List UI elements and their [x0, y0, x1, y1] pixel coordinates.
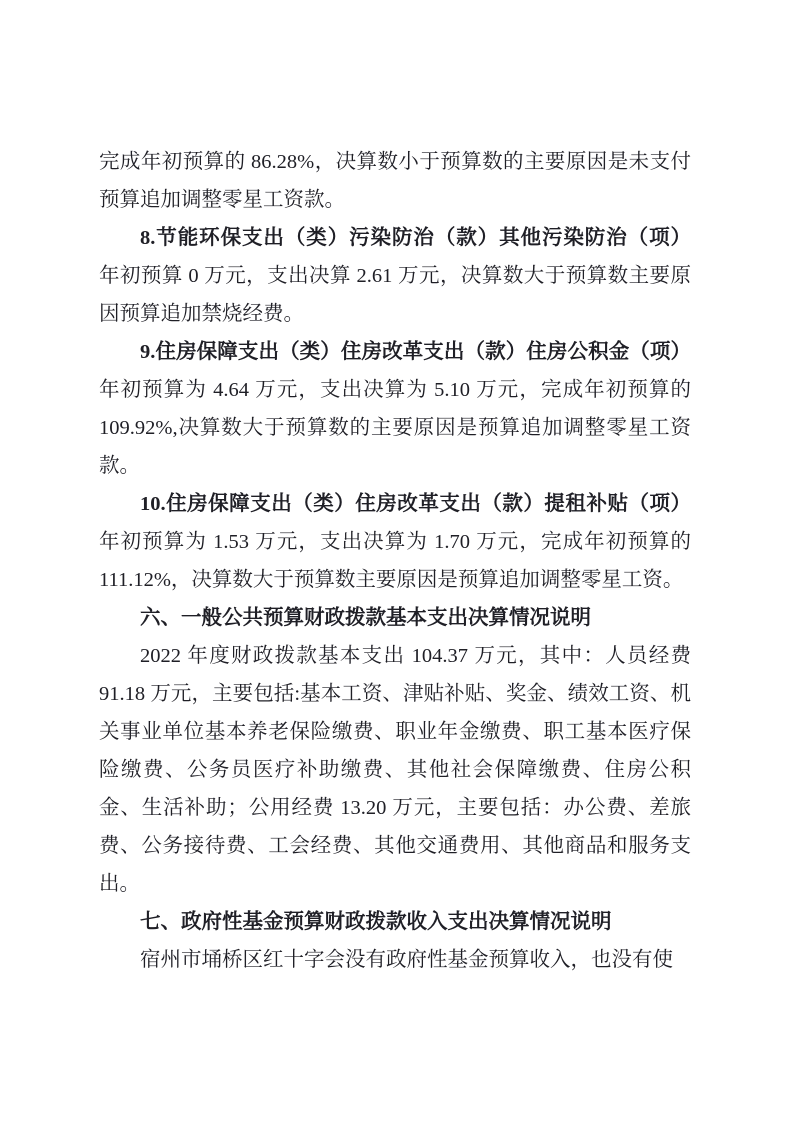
section-6-heading: 六、一般公共预算财政拨款基本支出决算情况说明	[140, 607, 591, 629]
section-7-body: 宿州市埇桥区红十字会没有政府性基金预算收入，也没有使	[140, 949, 673, 971]
continuation-paragraph: 完成年初预算的 86.28%，决算数小于预算数的主要原因是未支付预算追加调整零星工资款。	[99, 151, 691, 211]
document-text-block	[99, 143, 691, 979]
budget-item-8	[99, 219, 691, 333]
budget-item-9-body: 年初预算为 4.64 万元，支出决算为 5.10 万元，完成年初预算的 109.92%,决算数大于预算数的主要原因是预算追加调整零星工资款。	[99, 379, 691, 477]
budget-item-10-body: 年初预算为 1.53 万元，支出决算为 1.70 万元，完成年初预算的 111.12%，决算数大于预算数主要原因是预算追加调整零星工资。	[99, 531, 691, 591]
budget-item-9	[99, 333, 691, 485]
budget-item-9-heading: 9.住房保障支出（类）住房改革支出（款）住房公积金（项）	[140, 341, 691, 363]
section-6-body: 2022 年度财政拨款基本支出 104.37 万元，其中：人员经费 91.18 万元，主要包括:基本工资、津贴补贴、奖金、绩效工资、机关事业单位基本养老保险缴费、职业年金缴费、职工基本医疗保险缴费、公务员医疗补助缴费、其他社会保障缴费、住房公积金、生活补助；公用经费 13.20 万元，主要包括：办公费、差旅费、公务接待费、工会经费、其他交通费用、其他商品和服务支出。	[99, 645, 691, 895]
section-7-heading: 七、政府性基金预算财政拨款收入支出决算情况说明	[140, 911, 612, 933]
budget-item-10	[99, 485, 691, 599]
budget-item-8-heading: 8.节能环保支出（类）污染防治（款）其他污染防治（项）	[140, 227, 691, 249]
budget-item-8-body: 年初预算 0 万元，支出决算 2.61 万元，决算数大于预算数主要原因预算追加禁烧经费。	[99, 265, 691, 325]
budget-item-10-heading: 10.住房保障支出（类）住房改革支出（款）提租补贴（项）	[140, 493, 691, 515]
